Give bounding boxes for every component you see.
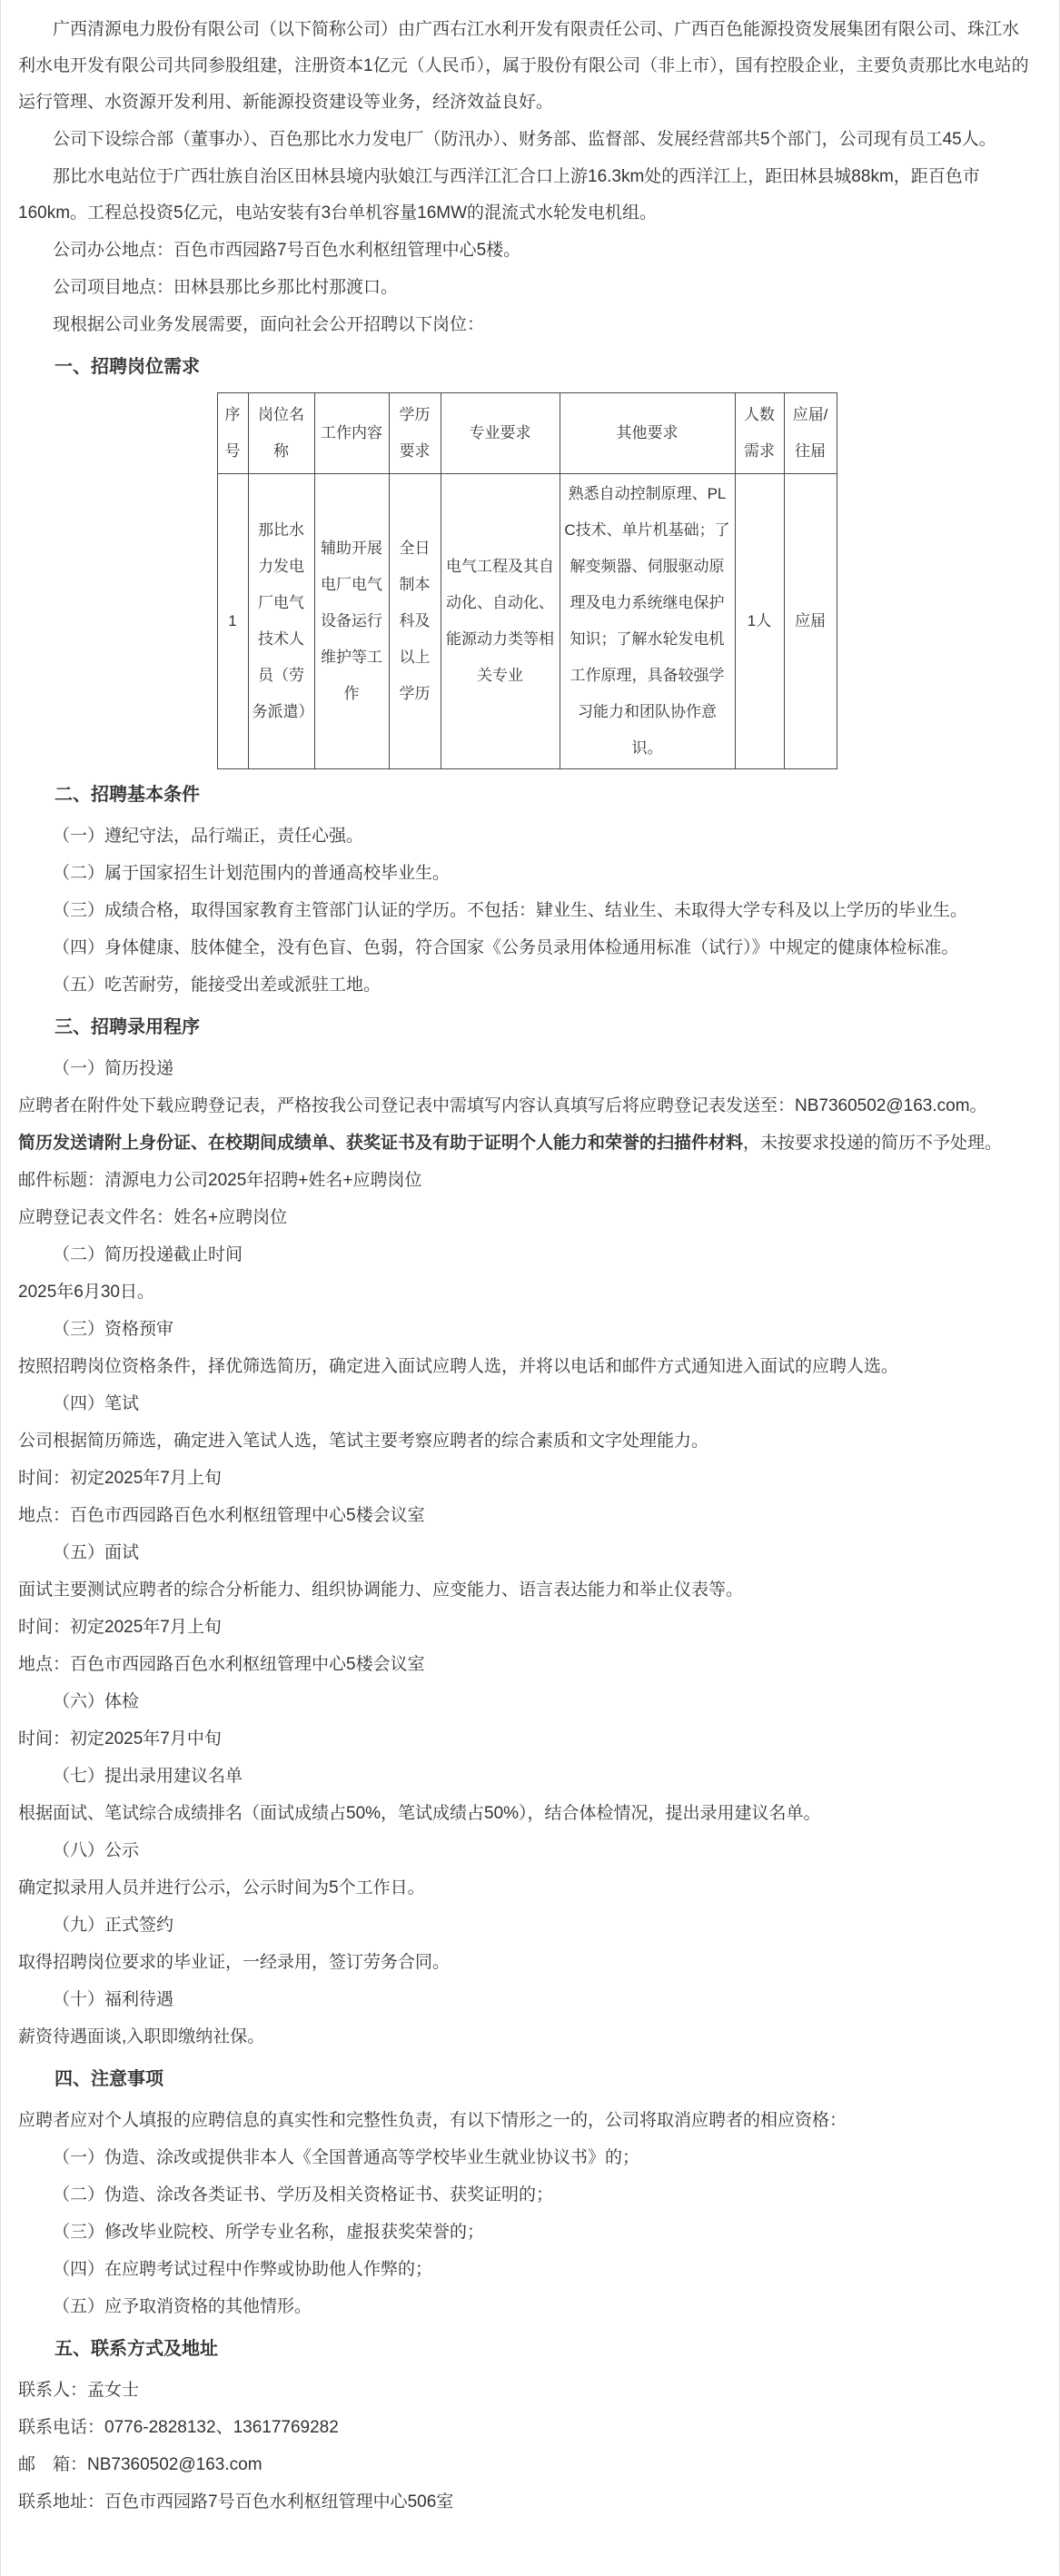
- written-test-place: 地点：百色市西园路百色水利枢纽管理中心5楼会议室: [18, 1506, 425, 1525]
- interview-time: 时间：初定2025年7月上旬: [18, 1618, 222, 1637]
- section-heading-basic-conditions: 二、招聘基本条件: [54, 785, 200, 805]
- condition-item: （四）身体健康、肢体健全，没有色盲、色弱，符合国家《公务员录用体检通用标准（试行）》中规定的健康体检标准。: [53, 938, 959, 957]
- step-title-signing: （九）正式签约: [53, 1916, 174, 1935]
- step-title-deadline: （二）简历投递截止时间: [53, 1245, 243, 1264]
- job-requirements-table: [217, 392, 837, 769]
- form-filename-paragraph: 应聘登记表文件名：姓名+应聘岗位: [18, 1208, 288, 1227]
- section-heading-notes: 四、注意事项: [54, 2069, 163, 2089]
- signing-paragraph: 取得招聘岗位要求的毕业证，一经录用，签订劳务合同。: [18, 1953, 451, 1972]
- step-title-recommendation-list: （七）提出录用建议名单: [53, 1767, 243, 1786]
- note-item: （二）伪造、涂改各类证书、学历及相关资格证书、获奖证明的；: [53, 2185, 554, 2204]
- email-subject-paragraph: 邮件标题：清源电力公司2025年招聘+姓名+应聘岗位: [18, 1171, 422, 1190]
- written-test-time: 时间：初定2025年7月上旬: [18, 1469, 222, 1488]
- cell-seq: 1: [217, 474, 248, 769]
- step-title-interview: （五）面试: [53, 1543, 140, 1562]
- table-row: [217, 474, 837, 769]
- step-title-medical-exam: （六）体检: [53, 1692, 140, 1711]
- public-notice-paragraph: 确定拟录用人员并进行公示，公示时间为5个工作日。: [18, 1878, 425, 1897]
- table-header-major: 专业要求: [441, 393, 560, 474]
- project-location-paragraph: 公司项目地点：田林县那比乡那比村那渡口。: [53, 278, 399, 297]
- note-item: （三）修改毕业院校、所学专业名称，虚报获奖荣誉的；: [53, 2223, 485, 2242]
- cell-duties: 辅助开展电厂电气设备运行维护等工作: [314, 474, 389, 769]
- benefits-paragraph: 薪资待遇面谈,入职即缴纳社保。: [18, 2027, 265, 2046]
- section-heading-positions: 一、招聘岗位需求: [54, 357, 200, 377]
- recruitment-lead-paragraph: 现根据公司业务发展需要，面向社会公开招聘以下岗位：: [53, 315, 485, 334]
- note-item: （四）在应聘考试过程中作弊或协助他人作弊的；: [53, 2260, 433, 2279]
- cell-position: 那比水力发电厂电气技术人员（劳务派遣）: [248, 474, 314, 769]
- medical-exam-time: 时间：初定2025年7月中旬: [18, 1729, 222, 1749]
- table-header-count: 人数需求: [735, 393, 784, 474]
- table-header-other: 其他要求: [560, 393, 735, 474]
- interview-paragraph: 面试主要测试应聘者的综合分析能力、组织协调能力、应变能力、语言表达能力和举止仪表等。: [18, 1580, 744, 1600]
- cell-major: 电气工程及其自动化、自动化、能源动力类等相关专业: [441, 474, 560, 769]
- contact-person: 联系人：孟女士: [18, 2381, 140, 2400]
- table-header-duties: 工作内容: [314, 393, 389, 474]
- condition-item: （一）遵纪守法，品行端正，责任心强。: [53, 827, 364, 846]
- table-header-education: 学历要求: [389, 393, 441, 474]
- table-header-position: 岗位名称: [248, 393, 314, 474]
- interview-place: 地点：百色市西园路百色水利枢纽管理中心5楼会议室: [18, 1655, 425, 1674]
- notice-bold-text: 简历发送请附上身份证、在校期间成绩单、获奖证书及有助于证明个人能力和荣誉的扫描件材料: [18, 1134, 744, 1153]
- contact-phone: 联系电话：0776-2828132、13617769282: [18, 2418, 339, 2437]
- step-title-written-test: （四）笔试: [53, 1394, 140, 1413]
- table-header-grad-type: 应届/往届: [784, 393, 837, 474]
- cell-other-requirements: 熟悉自动控制原理、PLC技术、单片机基础；了解变频器、伺服驱动原理及电力系统继电保护知识；了解水轮发电机工作原理，具备较强学习能力和团队协作意识。: [560, 474, 735, 769]
- recommendation-list-paragraph: 根据面试、笔试综合成绩排名（面试成绩占50%，笔试成绩占50%），结合体检情况，提出录用建议名单。: [18, 1804, 821, 1823]
- cell-education: 全日制本科及以上学历: [389, 474, 441, 769]
- deadline-date: 2025年6月30日。: [18, 1283, 154, 1302]
- step-title-prequalification: （三）资格预审: [53, 1320, 174, 1339]
- company-intro-paragraph: 广西清源电力股份有限公司（以下简称公司）由广西右江水利开发有限责任公司、广西百色能源投资发展集团有限公司、珠江水利水电开发有限公司共同参股组建，注册资本1亿元（人民币），属于股份有限公司（非上市），国有控股企业，主要负责那比水电站的运行管理、水资源开发利用、新能源投资建设等业务，经济效益良好。: [18, 20, 1029, 112]
- condition-item: （五）吃苦耐劳，能接受出差或派驻工地。: [53, 976, 381, 995]
- cell-count: 1人: [735, 474, 784, 769]
- condition-item: （三）成绩合格，取得国家教育主管部门认证的学历。不包括：肄业生、结业生、未取得大学专科及以上学历的毕业生。: [53, 901, 968, 920]
- resume-requirement-notice: [18, 1125, 1035, 1162]
- step-title-resume-submission: （一）简历投递: [53, 1059, 174, 1078]
- step-title-public-notice: （八）公示: [53, 1841, 140, 1860]
- table-header-seq: 序号: [217, 393, 248, 474]
- prequalification-paragraph: 按照招聘岗位资格条件，择优筛选简历，确定进入面试应聘人选，并将以电话和邮件方式通知进入面试的应聘人选。: [18, 1357, 899, 1376]
- notice-rest-text: ，未按要求投递的简历不予处理。: [743, 1134, 1003, 1153]
- office-location-paragraph: 公司办公地点：百色市西园路7号百色水利枢纽管理中心5楼。: [53, 241, 521, 260]
- power-station-paragraph: 那比水电站位于广西壮族自治区田林县境内驮娘江与西洋江汇合口上游16.3km处的西洋江上，距田林县城88km，距百色市160km。工程总投资5亿元，电站安装有3台单机容量16MW的混流式水轮发电机组。: [18, 167, 980, 223]
- section-heading-contact: 五、联系方式及地址: [54, 2339, 218, 2359]
- note-item: （五）应予取消资格的其他情形。: [53, 2297, 312, 2316]
- section-heading-procedure: 三、招聘录用程序: [54, 1017, 200, 1037]
- contact-address: 联系地址：百色市西园路7号百色水利枢纽管理中心506室: [18, 2492, 454, 2512]
- notes-intro-paragraph: 应聘者应对个人填报的应聘信息的真实性和完整性负责，有以下情形之一的，公司将取消应聘者的相应资格：: [18, 2111, 847, 2130]
- table-header-row: [217, 393, 837, 474]
- written-test-paragraph: 公司根据简历筛选，确定进入笔试人选，笔试主要考察应聘者的综合素质和文字处理能力。: [18, 1432, 709, 1451]
- resume-submission-paragraph: 应聘者在附件处下载应聘登记表，严格按我公司登记表中需填写内容认真填写后将应聘登记表发送至：NB7360502@163.com。: [18, 1096, 987, 1115]
- condition-item: （二）属于国家招生计划范围内的普通高校毕业生。: [53, 864, 451, 883]
- note-item: （一）伪造、涂改或提供非本人《全国普通高等学校毕业生就业协议书》的；: [53, 2148, 640, 2167]
- step-title-benefits: （十）福利待遇: [53, 1990, 174, 2009]
- cell-grad-type: 应届: [784, 474, 837, 769]
- departments-paragraph: 公司下设综合部（董事办）、百色那比水力发电厂（防汛办）、财务部、监督部、发展经营部共5个部门，公司现有员工45人。: [53, 130, 996, 149]
- contact-email: 邮 箱：NB7360502@163.com: [18, 2455, 263, 2474]
